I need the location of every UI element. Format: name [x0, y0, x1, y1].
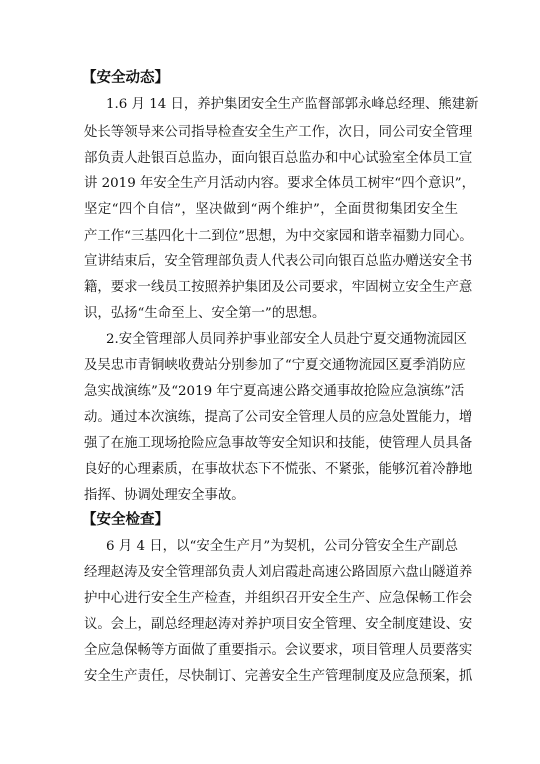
paragraph-line: 宣讲结束后，安全管理部负责人代表公司向银百总监办赠送安全书 [84, 254, 473, 269]
paragraph-line: 动。通过本次演练，提高了公司安全管理人员的应急处置能力，增 [84, 410, 473, 425]
paragraph-line: 议。会上，副总经理赵涛对养护项目安全管理、安全制度建设、安 [84, 617, 473, 632]
paragraph-line: 1.6 月 14 日，养护集团安全生产监督部郭永峰总经理、熊建新 [106, 97, 479, 112]
paragraph-line: 指挥、协调处理安全事故。 [84, 488, 245, 503]
section-heading-safety-news: 【安全动态】 [82, 70, 169, 86]
paragraph-line: 护中心进行安全生产检查，并组织召开安全生产、应急保畅工作会 [84, 591, 473, 606]
paragraph-line: 坚定“四个自信”，坚决做到“两个维护”，全面贯彻集团安全生 [84, 202, 458, 217]
paragraph-line: 产工作“三基四化十二到位”思想，为中交家园和谐幸福勠力同心。 [84, 229, 473, 244]
paragraph-line: 良好的心理素质，在事故状态下不慌张、不紧张，能够沉着冷静地 [84, 462, 473, 477]
paragraph-line: 2.安全管理部人员同养护事业部安全人员赴宁夏交通物流园区 [106, 332, 467, 347]
paragraph-line: 部负责人赴银百总监办，面向银百总监办和中心试验室全体员工宣 [84, 151, 473, 166]
paragraph-line: 及吴忠市青铜峡收费站分别参加了“宁夏交通物流园区夏季消防应 [84, 358, 466, 373]
paragraph-line: 强了在施工现场抢险应急事故等安全知识和技能，使管理人员具备 [84, 436, 473, 451]
paragraph-line: 全应急保畅等方面做了重要指示。会议要求，项目管理人员要落实 [84, 643, 473, 658]
paragraph-line: 经理赵涛及安全管理部负责人刘启霞赴高速公路固原六盘山隧道养 [84, 565, 473, 580]
paragraph-line: 安全生产责任，尽快制订、完善安全生产管理制度及应急预案，抓 [84, 669, 473, 684]
paragraph-line: 6 月 4 日，以“安全生产月”为契机，公司分管安全生产副总 [106, 539, 458, 554]
paragraph-line: 籍，要求一线员工按照养护集团及公司要求，牢固树立安全生产意 [84, 280, 473, 295]
paragraph-line: 急实战演练”及“2019 年宁夏高速公路交通事故抢险应急演练”活 [84, 384, 465, 399]
section-heading-safety-inspection: 【安全检查】 [82, 512, 169, 528]
paragraph-line: 讲 2019 年安全生产月活动内容。要求全体员工树牢“四个意识”， [84, 176, 476, 191]
paragraph-line: 识，弘扬“生命至上、安全第一”的思想。 [84, 306, 326, 321]
paragraph-line: 处长等领导来公司指导检查安全生产工作，次日，同公司安全管理 [84, 125, 473, 140]
